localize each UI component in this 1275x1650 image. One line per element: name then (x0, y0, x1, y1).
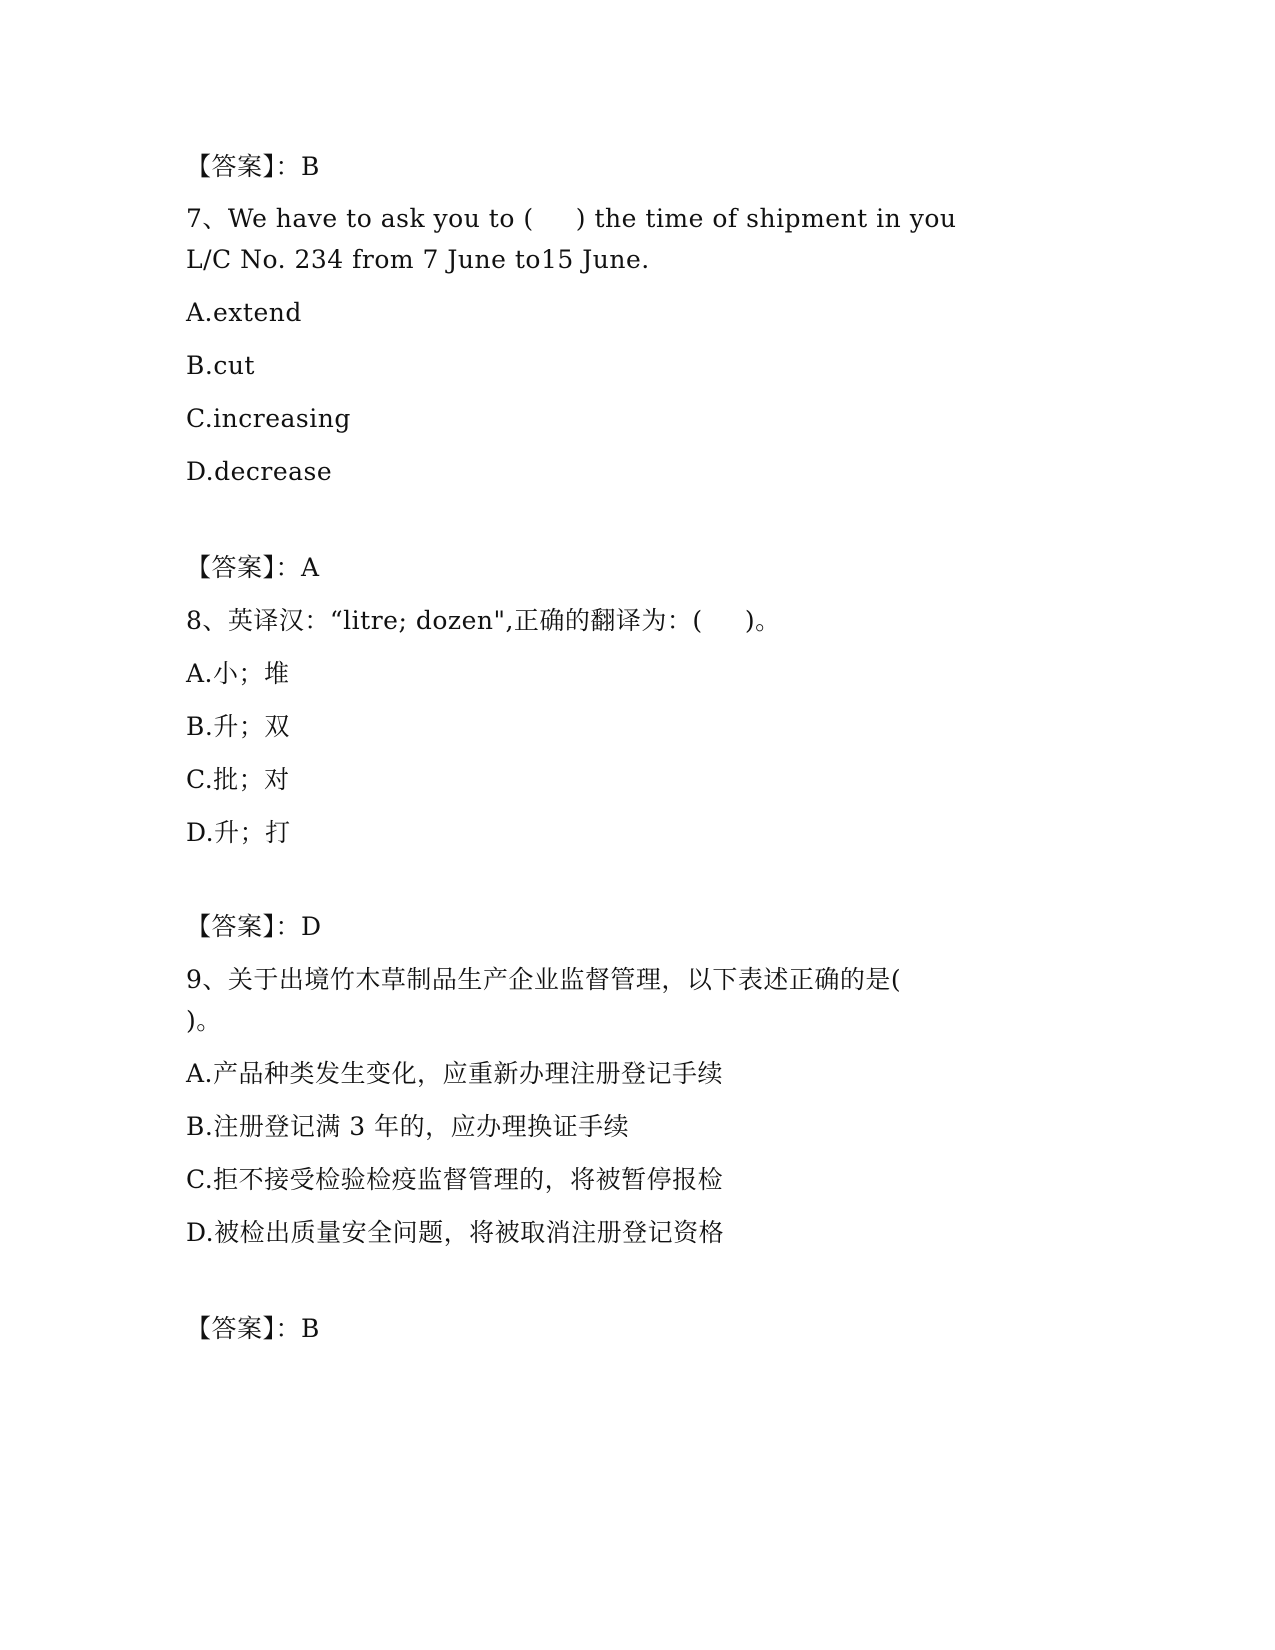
question-8-option-c: C.批；对 (186, 765, 290, 794)
question-8-option-d: D.升；打 (186, 818, 291, 847)
answer-question-7: 【答案】：A (186, 553, 320, 582)
question-8-option-b: B.升；双 (186, 712, 290, 741)
answer-prev: 【答案】：B (186, 152, 320, 181)
answer-question-8: 【答案】：D (186, 912, 322, 941)
question-7-stem-line-2: L/C No. 234 from 7 June to15 June. (186, 245, 650, 274)
question-8-option-a: A.小；堆 (186, 659, 290, 688)
question-9-option-d: D.被检出质量安全问题，将被取消注册登记资格 (186, 1218, 725, 1247)
question-7-stem-line-1: 7、We have to ask you to ( ) the time of shipment in you (186, 204, 957, 233)
question-7-option-b: B.cut (186, 351, 255, 380)
question-9-option-b: B.注册登记满 3 年的，应办理换证手续 (186, 1112, 630, 1141)
question-9-stem-line-2: )。 (186, 1006, 222, 1035)
question-9-stem-line-1: 9、关于出境竹木草制品生产企业监督管理，以下表述正确的是( (186, 965, 902, 994)
answer-question-9: 【答案】：B (186, 1314, 320, 1343)
question-9-option-a: A.产品种类发生变化，应重新办理注册登记手续 (186, 1059, 724, 1088)
question-9-option-c: C.拒不接受检验检疫监督管理的，将被暂停报检 (186, 1165, 724, 1194)
question-7-option-a: A.extend (186, 298, 302, 327)
question-7-option-c: C.increasing (186, 404, 351, 433)
question-8-stem-line-1: 8、英译汉：“litre; dozen",正确的翻译为：( )。 (186, 606, 781, 635)
question-7-option-d: D.decrease (186, 457, 333, 486)
